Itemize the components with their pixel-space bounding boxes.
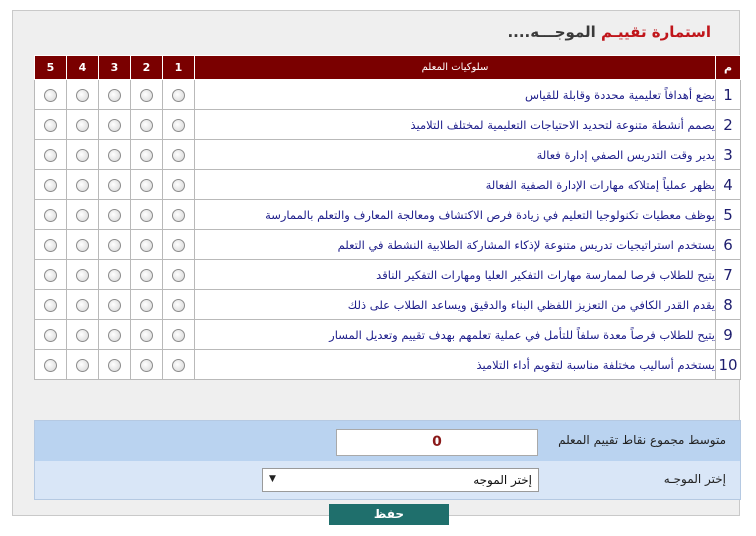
average-label: متوسط مجموع نقاط تقييم المعلم [558, 433, 726, 447]
rating-radio-1[interactable] [172, 359, 185, 372]
form-title-rest: الموجـــه.... [507, 23, 596, 41]
rating-cell [35, 350, 67, 380]
rating-radio-4[interactable] [76, 269, 89, 282]
behavior-text: يقدم القدر الكافي من التعزيز اللفظي البناء والدقيق ويساعد الطلاب على ذلك [195, 290, 716, 320]
evaluation-table [34, 55, 741, 380]
rating-radio-5[interactable] [44, 209, 57, 222]
rating-radio-4[interactable] [76, 299, 89, 312]
average-value-field[interactable]: 0 [336, 429, 538, 456]
rating-cell [99, 140, 131, 170]
rating-radio-4[interactable] [76, 359, 89, 372]
rating-radio-3[interactable] [108, 179, 121, 192]
row-number: 1 [716, 80, 741, 110]
behavior-text: يتيح للطلاب فرصا لممارسة مهارات التفكير العليا ومهارات التفكير الناقد [195, 260, 716, 290]
rating-cell [67, 230, 99, 260]
rating-radio-2[interactable] [140, 149, 153, 162]
rating-cell [131, 350, 163, 380]
rating-radio-3[interactable] [108, 149, 121, 162]
table-row [35, 200, 741, 230]
dropdown-arrow-icon: ▼ [269, 474, 276, 484]
supervisor-select[interactable] [262, 468, 539, 492]
rating-cell [67, 320, 99, 350]
row-number: 6 [716, 230, 741, 260]
rating-radio-5[interactable] [44, 179, 57, 192]
average-row [35, 421, 740, 461]
rating-cell [163, 290, 195, 320]
rating-radio-5[interactable] [44, 299, 57, 312]
rating-cell [131, 170, 163, 200]
rating-radio-3[interactable] [108, 209, 121, 222]
rating-radio-4[interactable] [76, 209, 89, 222]
rating-cell [163, 110, 195, 140]
rating-radio-5[interactable] [44, 89, 57, 102]
rating-cell [99, 260, 131, 290]
index-header: م [716, 56, 741, 80]
rating-cell [163, 350, 195, 380]
rating-radio-2[interactable] [140, 179, 153, 192]
rating-cell [131, 200, 163, 230]
behavior-text: يضع أهدافاً تعليمية محددة وقابلة للقياس [195, 80, 716, 110]
rating-radio-1[interactable] [172, 119, 185, 132]
scale-header-5: 5 [35, 56, 67, 80]
table-row [35, 140, 741, 170]
row-number: 5 [716, 200, 741, 230]
rating-radio-3[interactable] [108, 359, 121, 372]
rating-cell [131, 230, 163, 260]
rating-cell [99, 110, 131, 140]
rating-radio-3[interactable] [108, 89, 121, 102]
rating-radio-5[interactable] [44, 119, 57, 132]
scale-header-3: 3 [99, 56, 131, 80]
behavior-text: يوظف معطيات تكنولوجيا التعليم في زيادة فرص الاكتشاف ومعالجة المعارف والتعلم بالممارسة [195, 200, 716, 230]
table-row [35, 260, 741, 290]
rating-cell [35, 290, 67, 320]
rating-radio-4[interactable] [76, 89, 89, 102]
rating-radio-2[interactable] [140, 119, 153, 132]
rating-cell [67, 200, 99, 230]
rating-radio-2[interactable] [140, 329, 153, 342]
row-number: 2 [716, 110, 741, 140]
rating-radio-3[interactable] [108, 239, 121, 252]
rating-cell [163, 170, 195, 200]
summary-section [34, 420, 741, 500]
rating-cell [99, 320, 131, 350]
rating-cell [67, 110, 99, 140]
table-header-row [35, 56, 741, 80]
rating-cell [99, 200, 131, 230]
rating-cell [67, 350, 99, 380]
row-number: 3 [716, 140, 741, 170]
rating-cell [163, 80, 195, 110]
scale-header-2: 2 [131, 56, 163, 80]
table-row [35, 80, 741, 110]
rating-cell [67, 80, 99, 110]
behavior-text: يصمم أنشطة متنوعة لتحديد الاحتياجات التعليمية لمختلف التلاميذ [195, 110, 716, 140]
rating-radio-2[interactable] [140, 359, 153, 372]
rating-radio-5[interactable] [44, 239, 57, 252]
rating-cell [99, 80, 131, 110]
supervisor-label: إختر الموجـه [663, 472, 726, 486]
rating-cell [35, 230, 67, 260]
rating-cell [35, 170, 67, 200]
row-number: 4 [716, 170, 741, 200]
rating-cell [99, 230, 131, 260]
form-title-red: استمارة تقييـم [601, 23, 711, 41]
rating-radio-1[interactable] [172, 89, 185, 102]
rating-cell [163, 200, 195, 230]
rating-radio-3[interactable] [108, 299, 121, 312]
rating-cell [163, 260, 195, 290]
rating-radio-1[interactable] [172, 269, 185, 282]
rating-cell [35, 260, 67, 290]
behavior-text: يستخدم أساليب مختلفة مناسبة لتقويم أداء التلاميذ [195, 350, 716, 380]
rating-radio-3[interactable] [108, 119, 121, 132]
rating-radio-1[interactable] [172, 179, 185, 192]
rating-cell [131, 260, 163, 290]
rating-radio-1[interactable] [172, 299, 185, 312]
table-row [35, 320, 741, 350]
row-number: 8 [716, 290, 741, 320]
rating-cell [163, 140, 195, 170]
rating-cell [35, 80, 67, 110]
rating-radio-5[interactable] [44, 149, 57, 162]
rating-radio-5[interactable] [44, 329, 57, 342]
table-row [35, 350, 741, 380]
row-number: 7 [716, 260, 741, 290]
rating-cell [35, 200, 67, 230]
rating-cell [99, 350, 131, 380]
rating-cell [163, 320, 195, 350]
rating-radio-1[interactable] [172, 239, 185, 252]
rating-cell [131, 320, 163, 350]
save-button[interactable]: حفظ [329, 504, 449, 525]
table-row [35, 230, 741, 260]
rating-radio-1[interactable] [172, 149, 185, 162]
behaviors-header: سلوكيات المعلم [195, 56, 716, 80]
scale-header-1: 1 [163, 56, 195, 80]
table-row [35, 290, 741, 320]
behavior-text: يدير وقت التدريس الصفي إدارة فعالة [195, 140, 716, 170]
rating-cell [131, 110, 163, 140]
supervisor-select-value: إختر الموجه [473, 473, 532, 487]
rating-radio-2[interactable] [140, 89, 153, 102]
rating-cell [99, 290, 131, 320]
behavior-text: يتيح للطلاب فرصاً معدة سلفاً للتأمل في عملية تعلمهم بهدف تقييم وتعديل المسار [195, 320, 716, 350]
table-row [35, 170, 741, 200]
rating-cell [131, 290, 163, 320]
rating-cell [131, 80, 163, 110]
rating-radio-1[interactable] [172, 209, 185, 222]
rating-radio-2[interactable] [140, 239, 153, 252]
rating-cell [67, 140, 99, 170]
rating-cell [35, 320, 67, 350]
table-row [35, 110, 741, 140]
rating-radio-3[interactable] [108, 329, 121, 342]
rating-radio-4[interactable] [76, 239, 89, 252]
table-body [35, 80, 741, 380]
rating-cell [163, 230, 195, 260]
rating-cell [99, 170, 131, 200]
rating-radio-4[interactable] [76, 179, 89, 192]
rating-radio-4[interactable] [76, 149, 89, 162]
supervisor-row [35, 461, 740, 499]
rating-radio-2[interactable] [140, 299, 153, 312]
scale-header-4: 4 [67, 56, 99, 80]
rating-radio-1[interactable] [172, 329, 185, 342]
behavior-text: يستخدم استراتيجيات تدريس متنوعة لإذكاء المشاركة الطلابية النشطة في التعلم [195, 230, 716, 260]
evaluation-panel [12, 10, 740, 521]
row-number: 10 [716, 350, 741, 380]
rating-cell [67, 260, 99, 290]
rating-radio-3[interactable] [108, 269, 121, 282]
rating-cell [67, 290, 99, 320]
rating-cell [35, 110, 67, 140]
rating-radio-4[interactable] [76, 119, 89, 132]
rating-radio-5[interactable] [44, 359, 57, 372]
rating-radio-5[interactable] [44, 269, 57, 282]
rating-cell [131, 140, 163, 170]
rating-cell [67, 170, 99, 200]
rating-radio-4[interactable] [76, 329, 89, 342]
behavior-text: يظهر عملياً إمتلاكه مهارات الإدارة الصفية الفعالة [195, 170, 716, 200]
rating-cell [35, 140, 67, 170]
form-title [507, 23, 711, 41]
rating-radio-2[interactable] [140, 209, 153, 222]
rating-radio-2[interactable] [140, 269, 153, 282]
row-number: 9 [716, 320, 741, 350]
